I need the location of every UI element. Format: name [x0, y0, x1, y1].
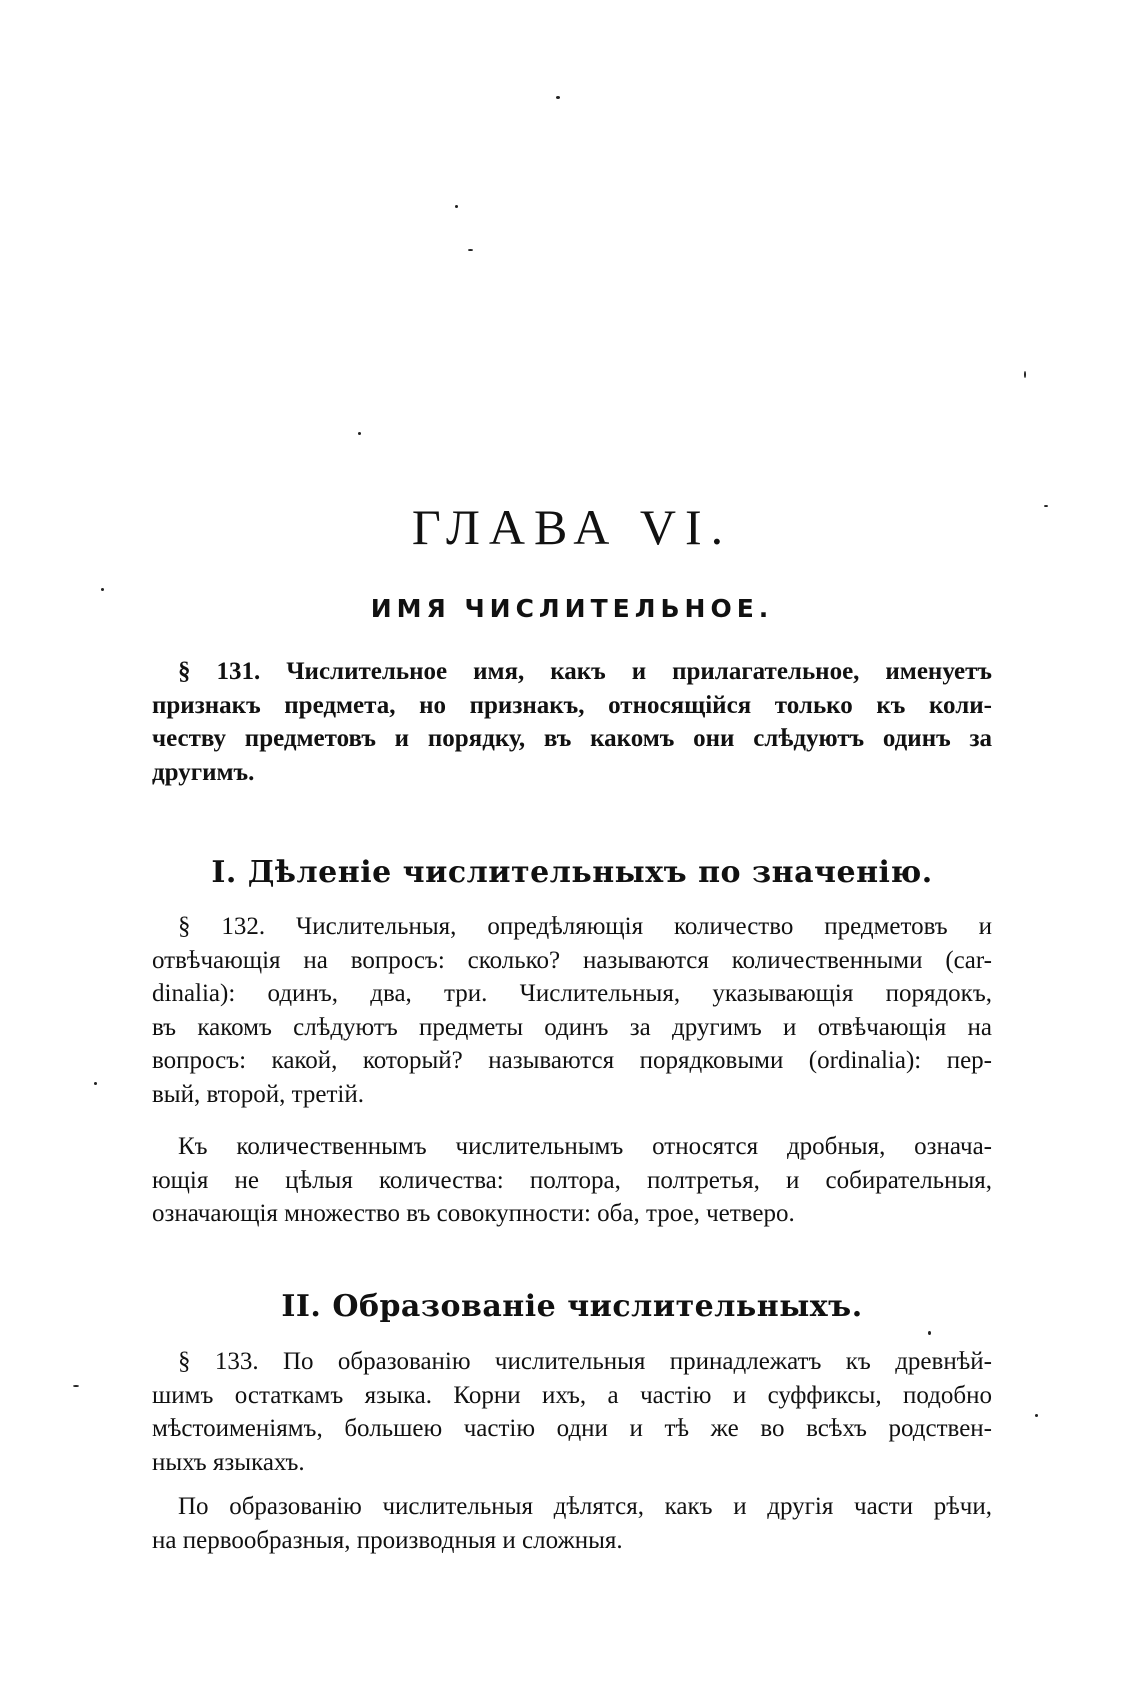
paragraph-133b — [152, 1490, 992, 1557]
paragraph-line: другимъ. — [152, 758, 255, 786]
paragraph-line: въ какомъ слѣдуютъ предметы одинъ за другимъ и отвѣчающія на — [152, 1013, 992, 1041]
scan-speck — [101, 588, 104, 591]
scan-speck — [1035, 1414, 1038, 1417]
paragraph-132 — [152, 910, 992, 1111]
paragraph-133 — [152, 1345, 992, 1479]
chapter-heading: ГЛАВА VI. — [411, 499, 733, 555]
chapter-subtitle: ИМЯ ЧИСЛИТЕЛЬНОЕ. — [370, 594, 774, 623]
paragraph-line: на первообразныя, производныя и сложныя. — [152, 1526, 623, 1554]
paragraph-line: Къ количественнымъ числительнымъ относятся дробныя, означа- — [178, 1133, 992, 1160]
paragraph-line: § 132. Числительныя, опредѣляющія количество предметовъ и — [178, 913, 992, 940]
paragraph-line: вопросъ: какой, который? называются порядковыми (ordinalia): пер- — [152, 1047, 992, 1074]
paragraph-line: признакъ предмета, но признакъ, относящійся только къ коли- — [152, 691, 992, 719]
book-page — [152, 0, 992, 1691]
paragraph-line: ющія не цѣлыя количества: полтора, полтретья, и собирательныя, — [152, 1166, 992, 1194]
paragraph-line: dinalia): одинъ, два, три. Числительныя, указывающія порядокъ, — [152, 980, 992, 1007]
paragraph-line: По образованію числительныя дѣлятся, какъ и другія части рѣчи, — [178, 1493, 992, 1520]
section-heading-1: I. Дѣленіе числительныхъ по значенію. — [211, 855, 933, 890]
section-heading-2: II. Образованіе числительныхъ. — [281, 1289, 863, 1324]
scan-speck — [556, 96, 560, 99]
scan-speck — [73, 1385, 79, 1387]
paragraph-line: шимъ остаткамъ языка. Корни ихъ, а частію и суффиксы, подобно — [152, 1381, 992, 1409]
paragraph-line: означающія множество въ совокупности: оба, трое, четверо. — [152, 1200, 795, 1227]
paragraph-line: мѣстоименіямъ, большею частію одни и тѣ же во всѣхъ родствен- — [152, 1415, 992, 1442]
paragraph-132b — [152, 1130, 992, 1231]
paragraph-line: § 133. По образованію числительныя принадлежатъ къ древнѣй- — [178, 1348, 992, 1375]
paragraph-line: вый, второй, третій. — [152, 1080, 364, 1108]
scan-speck — [1024, 371, 1026, 378]
paragraph-line: честву предметовъ и порядку, въ какомъ они слѣдуютъ одинъ за — [152, 725, 992, 752]
scan-speck — [94, 1082, 97, 1085]
scan-speck — [928, 1331, 931, 1335]
paragraph-131 — [152, 655, 992, 789]
scan-speck — [468, 249, 473, 251]
scan-speck — [358, 432, 361, 435]
scan-speck — [455, 205, 458, 208]
scan-speck — [1044, 505, 1048, 507]
paragraph-line: § 131. Числительное имя, какъ и прилагательное, именуетъ — [178, 658, 992, 685]
paragraph-line: ныхъ языкахъ. — [152, 1448, 305, 1476]
paragraph-line: отвѣчающія на вопросъ: сколько? называются количественными (car- — [152, 946, 992, 974]
